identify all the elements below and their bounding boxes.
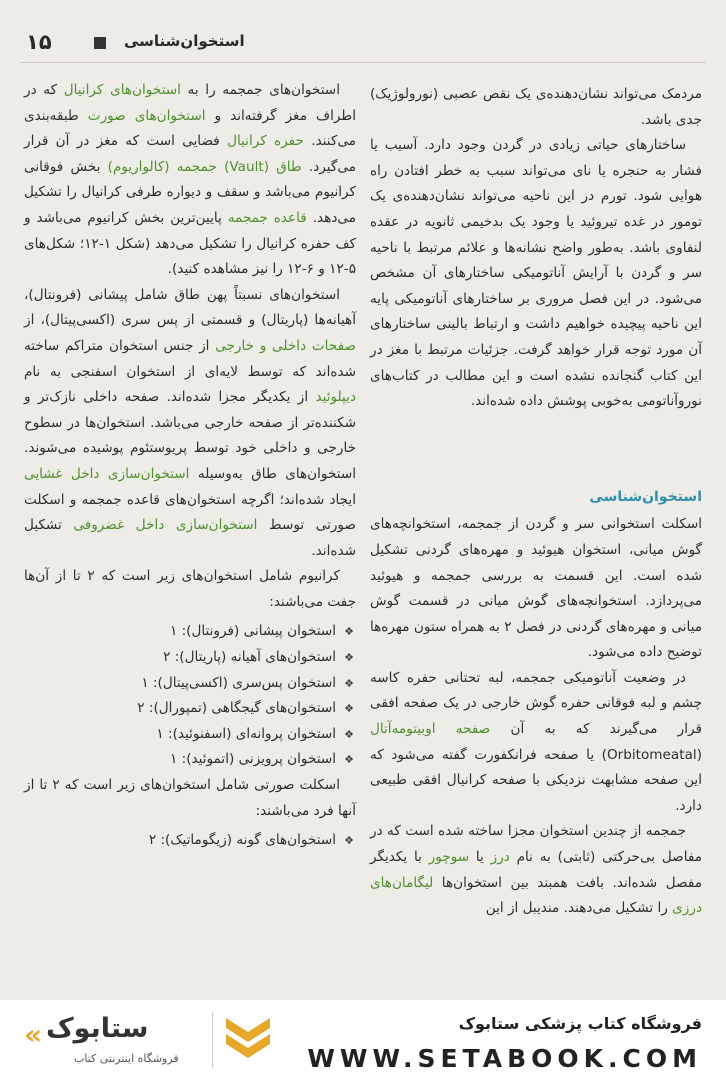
term-highlight: استخوان‌های کرانیال [63, 82, 181, 98]
list-item: ❖ استخوان پروانه‌ای (اسفنوئید): ۱ [24, 722, 336, 748]
text-run: تشکیل شده‌اند. [24, 517, 356, 559]
text-run: با یکدیگر مفصل شده‌اند. بافت همبند بین استخوان‌ها [370, 849, 702, 891]
cranial-bones-list [24, 619, 356, 773]
text-run: استخوان‌های جمجمه را به [180, 82, 340, 98]
term-highlight: قاعده جمجمه [227, 209, 307, 226]
store-title: فروشگاه کتاب پزشکی ستابوک [458, 1014, 702, 1033]
paragraph: مردمک می‌تواند نشان‌دهنده‌ی یک نقص عصبی (نورولوژیک) جدی باشد. [370, 86, 702, 128]
header-square-icon [94, 37, 106, 49]
term-highlight: استخوان‌های صورت [87, 107, 206, 124]
footer-divider [212, 1012, 213, 1068]
setabook-logo[interactable] [22, 1012, 202, 1070]
list-item: ❖ استخوان پیشانی (فرونتال): ۱ [24, 619, 336, 645]
term-highlight: حفره کرانیال [227, 133, 304, 150]
facial-bones-list [24, 828, 356, 854]
paragraph [24, 283, 356, 565]
paragraph [24, 78, 356, 283]
text-run: جمجمه از چندین استخوان مجزا ساخته شده است که در مفاصل بی‌حرکتی (ثابتی) به نام [370, 823, 702, 866]
header-divider [20, 62, 706, 63]
paragraph: اسکلت صورتی شامل استخوان‌های زیر است که ۲ تا از آنها فرد می‌باشند: [24, 777, 356, 819]
paragraph [370, 819, 702, 921]
paragraph [370, 666, 702, 820]
term-highlight: دیپلوئید [315, 389, 356, 406]
term-highlight: صفحات داخلی و خارجی [215, 337, 356, 354]
logo-subtitle: فروشگاه اینترنتی کتاب [74, 1052, 179, 1065]
term-highlight: صفحه اوبیتومه‌آتال [370, 721, 491, 738]
term-highlight: استخوان‌سازی داخل غشایی [24, 465, 190, 482]
text-run: ایجاد شده‌اند؛ اگرچه استخوان‌های قاعده جمجمه و اسکلت صورتی توسط [24, 491, 356, 534]
text-run: در وضعیت آناتومیکی جمجمه، لبه تحتانی حفره کاسه چشم و لبه فوقانی حفره گوش خارجی در یک صفحه افقی قرار می‌گیرند که به آن [370, 669, 702, 738]
chevron-badge-icon [222, 1014, 274, 1068]
term-highlight: سوچور [428, 849, 470, 866]
paragraph: اسکلت استخوانی سر و گردن از جمجمه، استخوانچه‌های گوش میانی، استخوان هیوئید و مهره‌های گردنی تشکیل شده است. این قسمت به بررسی جمجمه و هیوئید می‌پردازد. استخوانچه‌های گوش میانی در قسمت گوش میانی و مهره‌های گردنی در فصل ۲ به همراه ستون مهره‌ها توضیح داده می‌شود. [370, 516, 702, 661]
paragraph: کرانیوم شامل استخوان‌های زیر است که ۲ تا از آن‌ها جفت می‌باشند: [24, 568, 356, 610]
text-run: استخوان‌های نسبتاً پهن طاق شامل پیشانی (فرونتال)، آهیانه‌ها (پاریتال) و قسمتی از پس سری (اکسی‌پیتال)، از [24, 286, 356, 329]
text-run: پایین‌ترین بخش کرانیوم می‌باشد و کف حفره کرانیال را تشکیل می‌دهد (شکل ۱-۱۲؛ شکل‌های ۵-۱۲ و ۶-۱۲ را نیز مشاهده کنید). [24, 209, 356, 278]
term-highlight: لیگامان‌های درزی [370, 874, 702, 917]
list-item: ❖ استخوان‌های گیجگاهی (تمپورال): ۲ [24, 696, 336, 722]
text-run: یا [469, 849, 491, 866]
list-item: ❖ استخوان‌های گونه (زیگوماتیک): ۲ [24, 828, 336, 854]
text-run: از جنس استخوان متراکم ساخته شده‌اند که توسط لایه‌ای از استخوان اسفنجی به نام [24, 337, 356, 380]
text-run: که در اطراف مغز گرفته‌اند و [24, 82, 356, 124]
section-heading: استخوان‌شناسی [589, 488, 702, 505]
list-item: ❖ استخوان پس‌سری (اکسی‌پیتال): ۱ [24, 671, 336, 697]
paragraph: ساختارهای حیاتی زیادی در گردن وجود دارد. آسیب یا فشار به حنجره یا نای می‌تواند سبب به خطر افتادن راه هوایی شود. تورم در این ناحیه می‌تواند نشان‌دهنده‌ی یک تومور در غده تیروئید یا وجود یک بدخیمی ثانویه در عقده لنفاوی باشد. به‌طور واضح نشانه‌ها و علائم مرتبط با ناحیه سر و گردن با آرایش آناتومیکی ساختارهای آن مشخص می‌شود. در این فصل مروری بر ساختارهای آناتومیکی پایه این ناحیه پیچیده خواهیم داشت و ارتباط بالینی ساختارهای آن مورد توجه قرار خواهد گرفت. جزئیات مرتبط با مغز در این کتاب گنجانده نشده است و این مطالب در کتاب‌های نوروآناتومی به‌خوبی پوشش داده شده‌اند. [370, 137, 702, 410]
page-header [20, 30, 706, 56]
text-run: فضایی است که مغز در آن قرار می‌گیرد. [24, 133, 356, 175]
text-run: از یکدیگر مجزا شده‌اند. صفحه داخلی نازک‌تر و شکننده‌تر از صفحه خارجی می‌باشد. استخوان‌ها در سطوح خارجی و داخلی خود توسط پریوستئوم پوشیده می‌شوند. استخوان‌های طاق به‌وسیله [24, 389, 356, 482]
text-run: را تشکیل می‌دهند. مندیبل از این [485, 900, 673, 917]
logo-text: ستابوک [46, 1013, 149, 1044]
text-run: بخش فوقانی کرانیوم می‌باشد و سقف و دیواره طرفی کرانیال را تشکیل می‌دهد. [24, 158, 356, 226]
store-footer-banner [0, 1000, 726, 1080]
list-item: ❖ استخوان‌های آهیانه (پاریتال): ۲ [24, 645, 336, 671]
double-chevron-icon: « [24, 1018, 43, 1051]
store-url[interactable]: WWW.SETABOOK.COM [307, 1044, 702, 1073]
page-number: ۱۵ [26, 30, 52, 54]
right-column [370, 82, 702, 922]
text-run: طبقه‌بندی می‌کنند. [24, 107, 356, 150]
term-highlight: طاق (Vault) جمجمه (کالواریوم) [107, 158, 302, 175]
term-highlight: درز [490, 849, 510, 866]
running-title: استخوان‌شناسی [124, 32, 245, 50]
text-run: (Orbitomeatal) یا صفحه فرانکفورت گفته می‌شود که این صفحه مشابهت نزدیکی با صفحه کرانیال افقی طبیعی دارد. [370, 746, 702, 814]
left-column [24, 78, 356, 854]
list-item: ❖ استخوان پرویزنی (اتموئید): ۱ [24, 747, 336, 773]
term-highlight: استخوان‌سازی داخل غضروفی [73, 517, 258, 534]
